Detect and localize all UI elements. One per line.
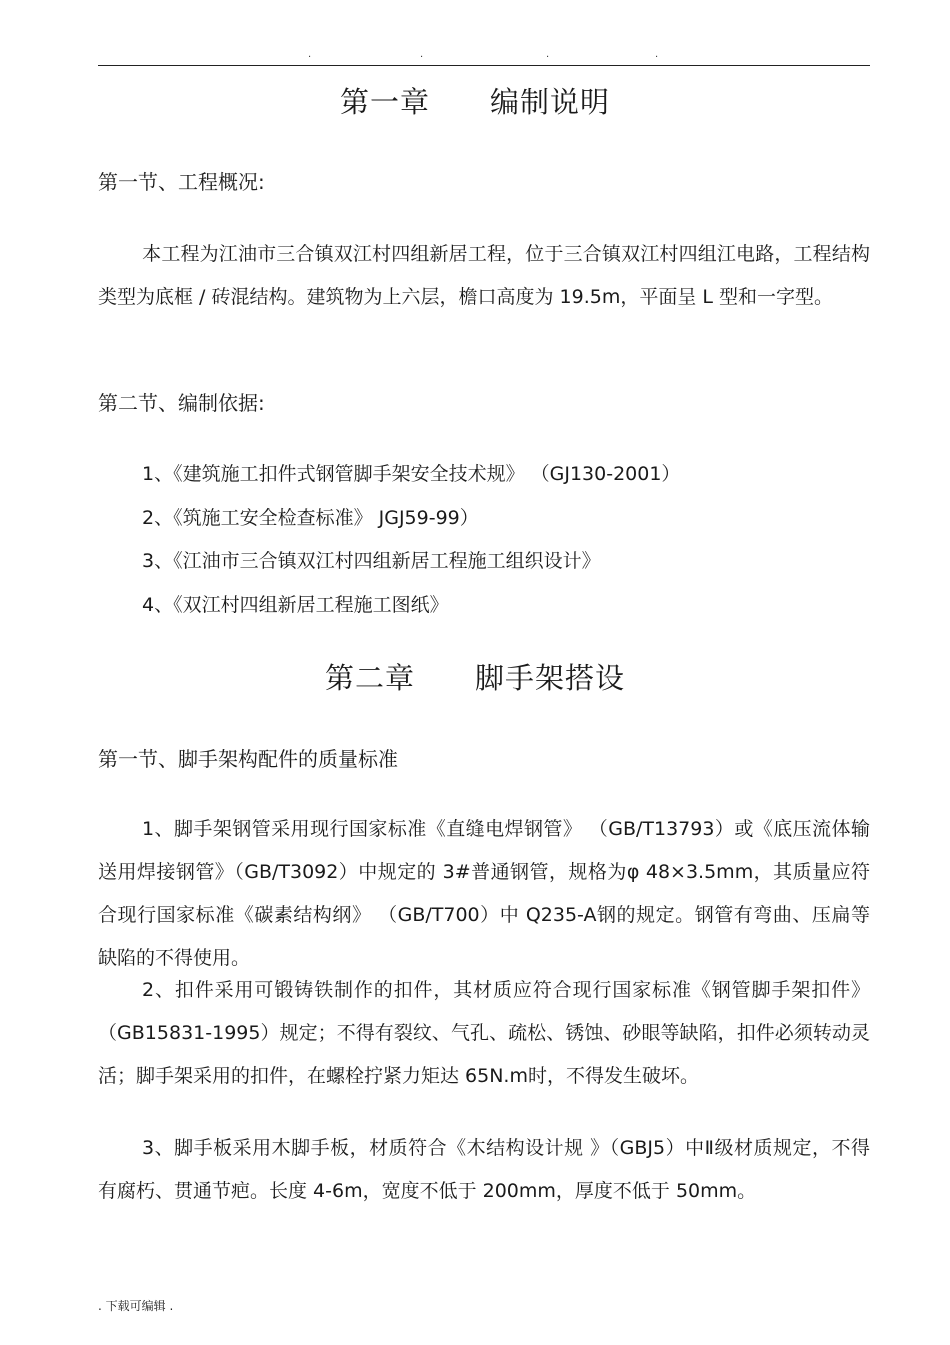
quality-item-3 bbox=[98, 1127, 870, 1213]
header-dot: . bbox=[655, 49, 659, 60]
header-dot: . bbox=[308, 49, 312, 60]
header-dot: . bbox=[546, 49, 550, 60]
section-basis-heading: 第二节、编制依据: bbox=[98, 391, 265, 415]
quality-item-2 bbox=[98, 969, 870, 1098]
quality-item-2-text: 2、扣件采用可锻铸铁制作的扣件，其材质应符合现行国家标准《钢管脚手架扣件》（GB15831-1995）规定；不得有裂纹、气孔、疏松、锈蚀、砂眼等缺陷，扣件必须转动灵活；脚手架采用的扣件，在螺栓拧紧力矩达 65N.m时，不得发生破坏。 bbox=[98, 979, 870, 1087]
footer-note: . 下载可编辑 . bbox=[98, 1299, 174, 1313]
chapter-1-title: 第一章 编制说明 bbox=[339, 85, 610, 119]
section-overview-heading: 第一节、工程概况: bbox=[98, 170, 265, 194]
quality-item-1 bbox=[98, 808, 870, 980]
header-dots bbox=[0, 50, 950, 62]
basis-item: 2、《筑施工安全检查标准》 JGJ59-99） bbox=[142, 507, 479, 529]
header-dot: . bbox=[420, 49, 424, 60]
basis-item: 4、《双江村四组新居工程施工图纸》 bbox=[142, 594, 449, 616]
header-rule bbox=[98, 65, 870, 66]
overview-text: 本工程为江油市三合镇双江村四组新居工程，位于三合镇双江村四组江电路，工程结构类型为底框 / 砖混结构。建筑物为上六层，檐口高度为 19.5m，平面呈 L 型和一字型。 bbox=[98, 243, 870, 308]
quality-item-1-text: 1、脚手架钢管采用现行国家标准《直缝电焊钢管》 （GB/T13793）或《底压流体输送用焊接钢管》（GB/T3092）中规定的 3#普通钢管，规格为φ 48×3.5mm，其质量应符合现行国家标准《碳素结构纲》 （GB/T700）中 Q235-A钢的规定。钢管有弯曲、压扁等缺陷的不得使用。 bbox=[98, 818, 870, 969]
chapter-2-title: 第二章 脚手架搭设 bbox=[324, 661, 625, 695]
quality-item-3-text: 3、脚手板采用木脚手板，材质符合《木结构设计规 》（GBJ5）中Ⅱ级材质规定，不得有腐朽、贯通节疤。长度 4-6m，宽度不低于 200mm，厚度不低于 50mm。 bbox=[98, 1137, 870, 1202]
basis-item: 3、《江油市三合镇双江村四组新居工程施工组织设计》 bbox=[142, 550, 601, 572]
basis-item: 1、《建筑施工扣件式钢管脚手架安全技术规》 （GJ130-2001） bbox=[142, 463, 681, 485]
section-quality-heading: 第一节、脚手架构配件的质量标准 bbox=[98, 747, 398, 771]
overview-paragraph bbox=[98, 233, 870, 319]
